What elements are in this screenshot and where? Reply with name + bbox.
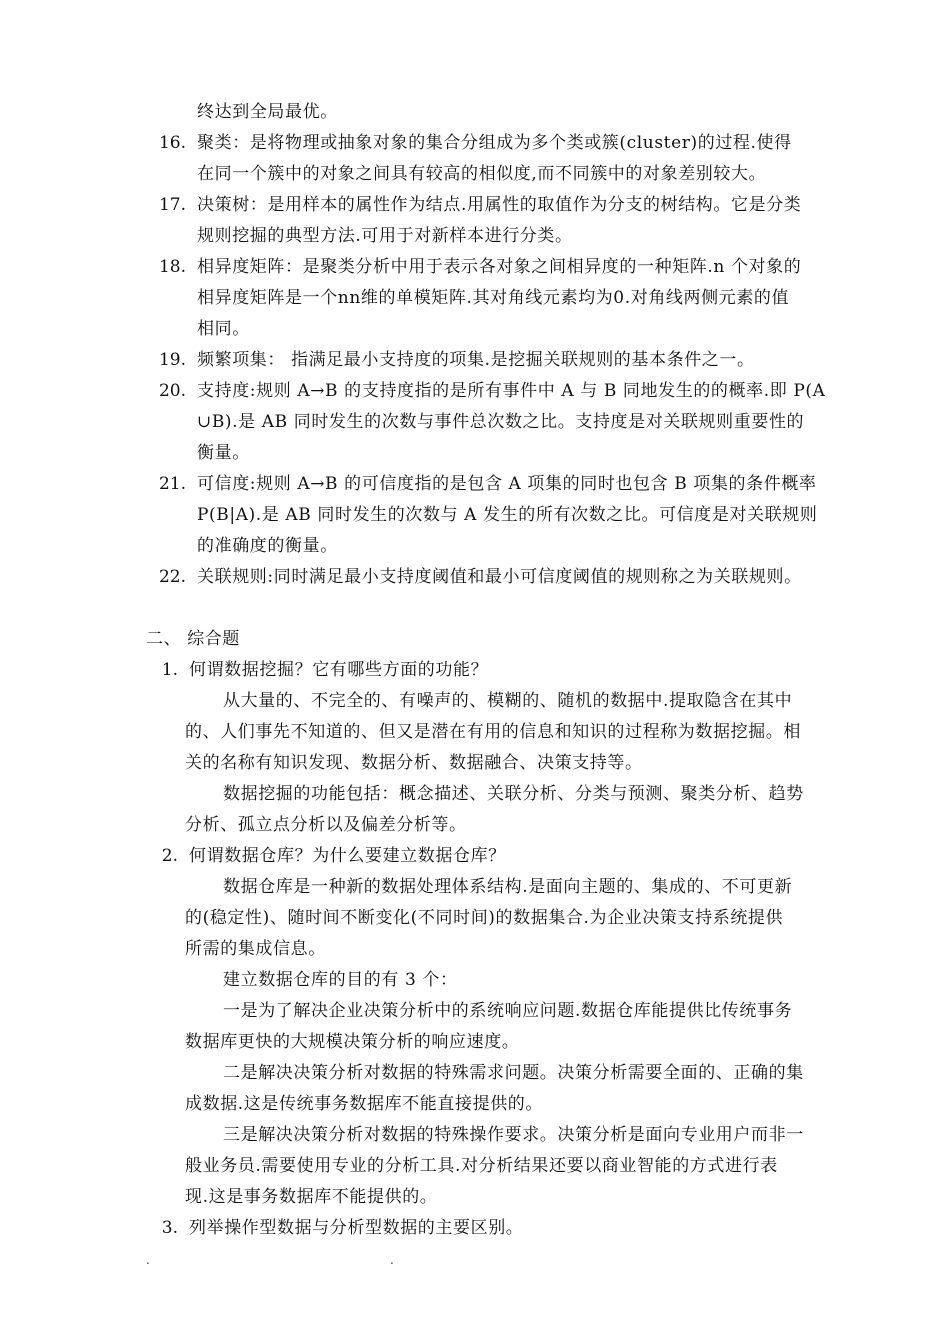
definition-line: P(B|A).是 AB 同时发生的次数与 A 发生的所有次数之比。可信度是对关联规则 (197, 505, 818, 525)
definition-line: ∪B).是 AB 同时发生的次数与事件总次数之比。支持度是对关联规则重要性的 (197, 412, 805, 432)
footer-dot-left: . (146, 1253, 150, 1267)
answer-line: 的、人们事先不知道的、但又是潜在有用的信息和知识的过程称为数据挖掘。相 (185, 722, 801, 742)
answer-line: 关的名称有知识发现、数据分析、数据融合、决策支持等。 (185, 753, 643, 773)
section-heading: 二、 综合题 (146, 629, 241, 649)
answer-line: 成数据.这是传统事务数据库不能直接提供的。 (185, 1094, 544, 1114)
definition-line: 相同。 (197, 319, 250, 339)
definition-line: 频繁项集： 指满足最小支持度的项集.是挖掘关联规则的基本条件之一。 (197, 350, 755, 370)
answer-line: 二是解决决策分析对数据的特殊需求问题。决策分析需要全面的、正确的集 (223, 1063, 804, 1083)
answer-line: 建立数据仓库的目的有 3 个： (223, 970, 458, 990)
answer-line: 一是为了解决企业决策分析中的系统响应问题.数据仓库能提供比传统事务 (223, 1001, 793, 1021)
item-number: 19. (158, 350, 186, 370)
question-text: 何谓数据仓库？为什么要建立数据仓库？ (189, 846, 506, 866)
continuation-text: 终达到全局最优。 (197, 102, 338, 122)
answer-line: 般业务员.需要使用专业的分析工具.对分析结果还要以商业智能的方式进行表 (185, 1156, 778, 1176)
item-number: 20. (158, 381, 186, 401)
item-number: 18. (158, 257, 186, 277)
answer-line: 数据仓库是一种新的数据处理体系结构.是面向主题的、集成的、不可更新 (223, 877, 793, 897)
answer-line: 的(稳定性)、随时间不断变化(不同时间)的数据集合.为企业决策支持系统提供 (185, 908, 784, 928)
definition-line: 聚类：是将物理或抽象对象的集合分组成为多个类或簇(cluster)的过程.使得 (197, 133, 792, 153)
definition-line: 相异度矩阵：是聚类分析中用于表示各对象之间相异度的一种矩阵.n 个对象的 (197, 257, 802, 277)
definition-line: 的准确度的衡量。 (197, 536, 338, 556)
item-number: 21. (158, 474, 186, 494)
item-number: 22. (158, 567, 186, 587)
definition-line: 关联规则:同时满足最小支持度阈值和最小可信度阈值的规则称之为关联规则。 (197, 567, 802, 587)
answer-line: 所需的集成信息。 (185, 939, 326, 959)
question-number: 3. (161, 1218, 178, 1238)
answer-line: 数据挖掘的功能包括：概念描述、关联分析、分类与预测、聚类分析、趋势 (223, 784, 804, 804)
question-number: 2. (161, 846, 178, 866)
answer-line: 分析、孤立点分析以及偏差分析等。 (185, 815, 467, 835)
definition-line: 决策树：是用样本的属性作为结点.用属性的取值作为分支的树结构。它是分类 (197, 195, 802, 215)
question-text: 何谓数据挖掘？它有哪些方面的功能？ (189, 660, 489, 680)
answer-line: 数据库更快的大规模决策分析的响应速度。 (185, 1032, 520, 1052)
footer-dot-right: . (390, 1253, 394, 1267)
question-text: 列举操作型数据与分析型数据的主要区别。 (189, 1218, 524, 1238)
definition-line: 衡量。 (197, 443, 250, 463)
item-number: 17. (158, 195, 186, 215)
definition-line: 可信度:规则 A→B 的可信度指的是包含 A 项集的同时也包含 B 项集的条件概率 (197, 474, 817, 494)
answer-line: 从大量的、不完全的、有噪声的、模糊的、随机的数据中.提取隐含在其中 (223, 691, 793, 711)
definition-line: 支持度:规则 A→B 的支持度指的是所有事件中 A 与 B 同地发生的的概率.即 P(A (197, 381, 826, 401)
question-number: 1. (161, 660, 178, 680)
answer-line: 现.这是事务数据库不能提供的。 (185, 1187, 438, 1207)
answer-line: 三是解决决策分析对数据的特殊操作要求。决策分析是面向专业用户而非一 (223, 1125, 804, 1145)
definition-line: 规则挖掘的典型方法.可用于对新样本进行分类。 (197, 226, 573, 246)
definition-line: 在同一个簇中的对象之间具有较高的相似度,而不同簇中的对象差别较大。 (197, 164, 767, 184)
item-number: 16. (158, 133, 186, 153)
definition-line: 相异度矩阵是一个nn维的单模矩阵.其对角线元素均为0.对角线两侧元素的值 (197, 288, 790, 308)
